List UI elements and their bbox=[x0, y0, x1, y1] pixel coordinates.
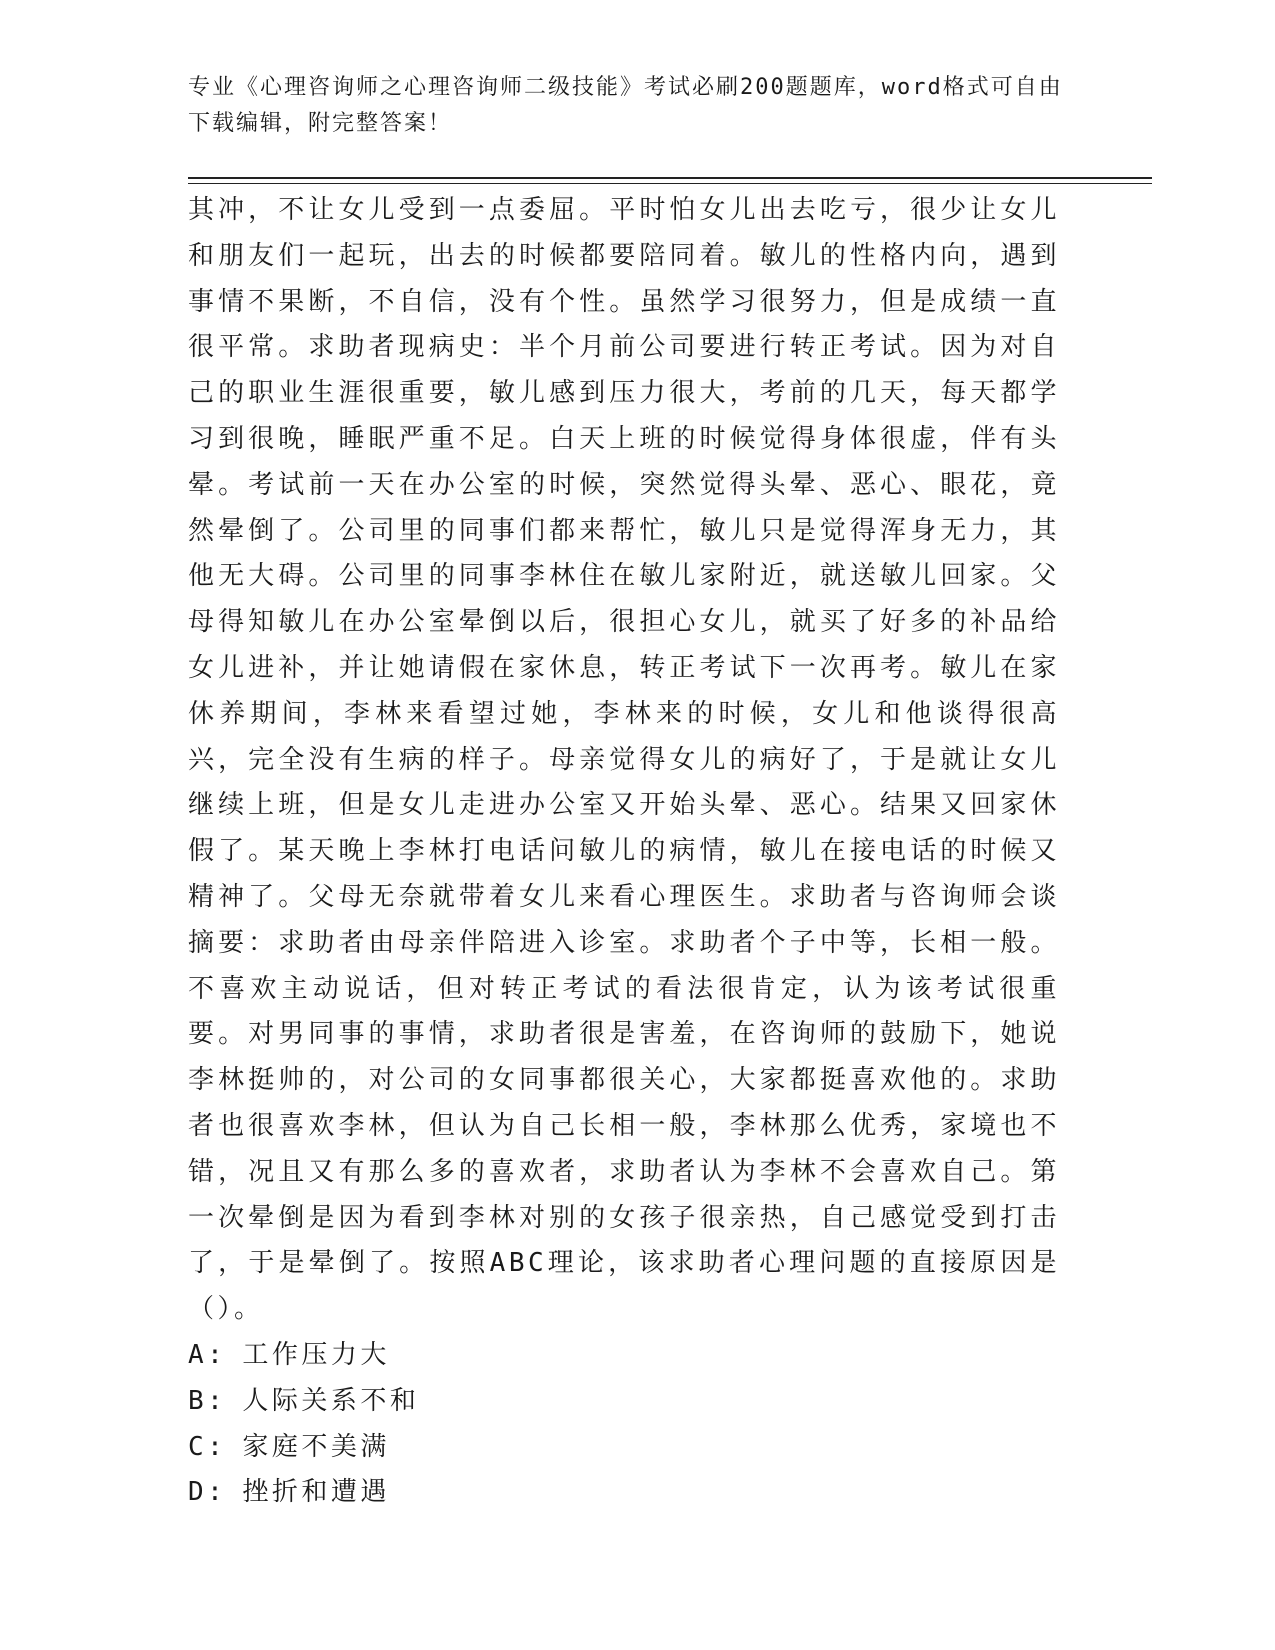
page-header: 专业《心理咨询师之心理咨询师二级技能》考试必刷200题题库，word格式可自由下载编辑，附完整答案！ bbox=[188, 75, 1063, 136]
option-letter: A: bbox=[188, 1339, 227, 1370]
option-d bbox=[188, 1470, 1060, 1516]
question-text: 其冲，不让女儿受到一点委屈。平时怕女儿出去吃亏，很少让女儿和朋友们一起玩，出去的时候都要陪同着。敏儿的性格内向，遇到事情不果断，不自信，没有个性。虽然学习很努力，但是成绩一直很平常。求助者现病史：半个月前公司要进行转正考试。因为对自己的职业生涯很重要，敏儿感到压力很大，考前的几天，每天都学习到很晚，睡眠严重不足。白天上班的时候觉得身体很虚，伴有头晕。考试前一天在办公室的时候，突然觉得头晕、恶心、眼花，竟然晕倒了。公司里的同事们都来帮忙，敏儿只是觉得浑身无力，其他无大碍。公司里的同事李林住在敏儿家附近，就送敏儿回家。父母得知敏儿在办公室晕倒以后，很担心女儿，就买了好多的补品给女儿进补，并让她请假在家休息，转正考试下一次再考。敏儿在家休养期间，李林来看望过她，李林来的时候，女儿和他谈得很高兴，完全没有生病的样子。母亲觉得女儿的病好了，于是就让女儿继续上班，但是女儿走进办公室又开始头晕、恶心。结果又回家休假了。某天晚上李林打电话问敏儿的病情，敏儿在接电话的时候又精神了。父母无奈就带着女儿来看心理医生。求助者与咨询师会谈摘要：求助者由母亲伴陪进入诊室。求助者个子中等，长相一般。不喜欢主动说话，但对转正考试的看法很肯定，认为该考试很重要。对男同事的事情，求助者很是害羞，在咨询师的鼓励下，她说李林挺帅的，对公司的女同事都很关心，大家都挺喜欢他的。求助者也很喜欢李林，但认为自己长相一般，李林那么优秀，家境也不错，况且又有那么多的喜欢者，求助者认为李林不会喜欢自己。第一次晕倒是因为看到李林对别的女孩子很亲热，自己感觉受到打击了，于是晕倒了。按照ABC理论，该求助者心理问题的直接原因是（）。 bbox=[188, 195, 1060, 1325]
option-letter: B: bbox=[188, 1385, 227, 1416]
option-a bbox=[188, 1333, 1060, 1379]
option-text: 工作压力大 bbox=[242, 1339, 390, 1370]
option-letter: D: bbox=[188, 1477, 227, 1508]
option-letter: C: bbox=[188, 1431, 227, 1462]
option-c bbox=[188, 1425, 1060, 1471]
option-text: 人际关系不和 bbox=[242, 1385, 420, 1416]
option-text: 家庭不美满 bbox=[242, 1431, 390, 1462]
answer-options bbox=[188, 1333, 1060, 1516]
question-body bbox=[188, 188, 1060, 1516]
header-divider bbox=[188, 177, 1152, 184]
option-text: 挫折和遭遇 bbox=[242, 1477, 390, 1508]
option-b bbox=[188, 1379, 1060, 1425]
